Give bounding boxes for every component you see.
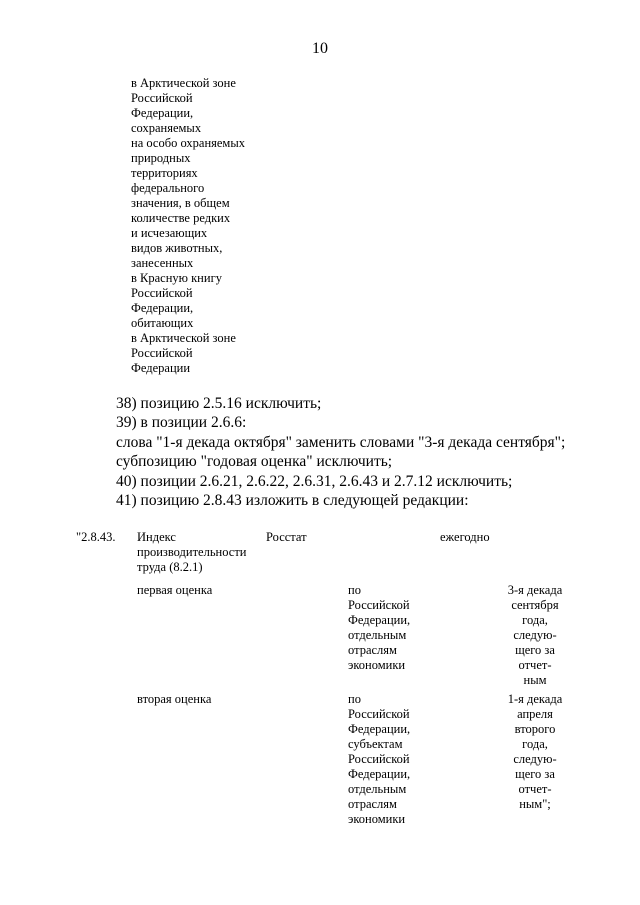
- level-line: субъектам: [348, 737, 403, 751]
- deadline-line: ным: [523, 673, 547, 687]
- subposition-deadline: [495, 692, 575, 812]
- level-line: Федерации,: [348, 722, 411, 736]
- description-line: и исчезающих: [131, 226, 208, 240]
- description-line: сохраняемых: [131, 121, 202, 135]
- level-line: Российской: [348, 752, 410, 766]
- deadline-line: сентября: [511, 598, 559, 612]
- deadline-line: второго: [514, 722, 556, 736]
- description-line: Федерации: [131, 361, 191, 375]
- indicator-line: труда (8.2.1): [137, 560, 203, 574]
- deadline-line: года,: [522, 613, 548, 627]
- description-line: Российской: [131, 91, 193, 105]
- description-line: количестве редких: [131, 211, 231, 225]
- deadline-line: 1-я декада: [507, 692, 563, 706]
- level-line: по: [348, 583, 361, 597]
- table-frequency: ежегодно: [440, 530, 490, 544]
- deadline-line: ным";: [519, 797, 551, 811]
- level-line: Федерации,: [348, 767, 411, 781]
- level-line: экономики: [348, 812, 406, 826]
- level-line: Российской: [348, 707, 410, 721]
- indicator-line: производительности: [137, 545, 247, 559]
- level-line: отраслям: [348, 643, 397, 657]
- deadline-line: отчет-: [518, 782, 552, 796]
- amendment-item: субпозицию "годовая оценка" исключить;: [116, 453, 393, 471]
- description-line: федерального: [131, 181, 205, 195]
- level-line: Российской: [348, 598, 410, 612]
- deadline-line: щего за: [515, 767, 555, 781]
- amendments-list: [116, 394, 565, 510]
- indicator-line: Индекс: [137, 530, 176, 544]
- amendment-item: 39) в позиции 2.6.6:: [116, 414, 247, 432]
- deadline-line: следую-: [513, 752, 557, 766]
- subposition-deadline: [495, 583, 575, 688]
- description-line: Российской: [131, 346, 193, 360]
- table-indicator-name: [137, 530, 246, 575]
- level-line: по: [348, 692, 361, 706]
- description-line: значения, в общем: [131, 196, 230, 210]
- description-line: Федерации,: [131, 301, 194, 315]
- description-line: в Красную книгу: [131, 271, 222, 285]
- amendment-item: слова "1-я декада октября" заменить словами "3-я декада сентября";: [116, 433, 566, 451]
- level-line: экономики: [348, 658, 406, 672]
- amendment-item: 41) позицию 2.8.43 изложить в следующей редакции:: [116, 492, 469, 510]
- subposition-label: вторая оценка: [137, 692, 212, 706]
- deadline-line: года,: [522, 737, 548, 751]
- deadline-line: отчет-: [518, 658, 552, 672]
- description-line: обитающих: [131, 316, 194, 330]
- level-line: отраслям: [348, 797, 397, 811]
- deadline-line: апреля: [517, 707, 553, 721]
- description-line: занесенных: [131, 256, 194, 270]
- description-line: территориях: [131, 166, 198, 180]
- subposition-level: [348, 692, 410, 827]
- level-line: отдельным: [348, 782, 407, 796]
- amendment-item: 38) позицию 2.5.16 исключить;: [116, 395, 322, 412]
- description-line: в Арктической зоне: [131, 331, 236, 345]
- description-line: в Арктической зоне: [131, 76, 236, 90]
- description-line: Российской: [131, 286, 193, 300]
- table-agency: Росстат: [266, 530, 307, 544]
- level-line: Федерации,: [348, 613, 411, 627]
- description-line: на особо охраняемых: [131, 136, 245, 150]
- level-line: отдельным: [348, 628, 407, 642]
- deadline-line: 3-я декада: [507, 583, 563, 597]
- deadline-line: следую-: [513, 628, 557, 642]
- table-position-number: "2.8.43.: [76, 530, 116, 544]
- subposition-level: [348, 583, 410, 673]
- subposition-label: первая оценка: [137, 583, 213, 597]
- description-line: Федерации,: [131, 106, 194, 120]
- amendment-item: 40) позиции 2.6.21, 2.6.22, 2.6.31, 2.6.43 и 2.7.12 исключить;: [116, 472, 513, 490]
- page-number: 10: [312, 40, 328, 57]
- deadline-line: щего за: [515, 643, 555, 657]
- description-line: природных: [131, 151, 191, 165]
- description-line: видов животных,: [131, 241, 223, 255]
- indicator-description-column: [131, 76, 245, 376]
